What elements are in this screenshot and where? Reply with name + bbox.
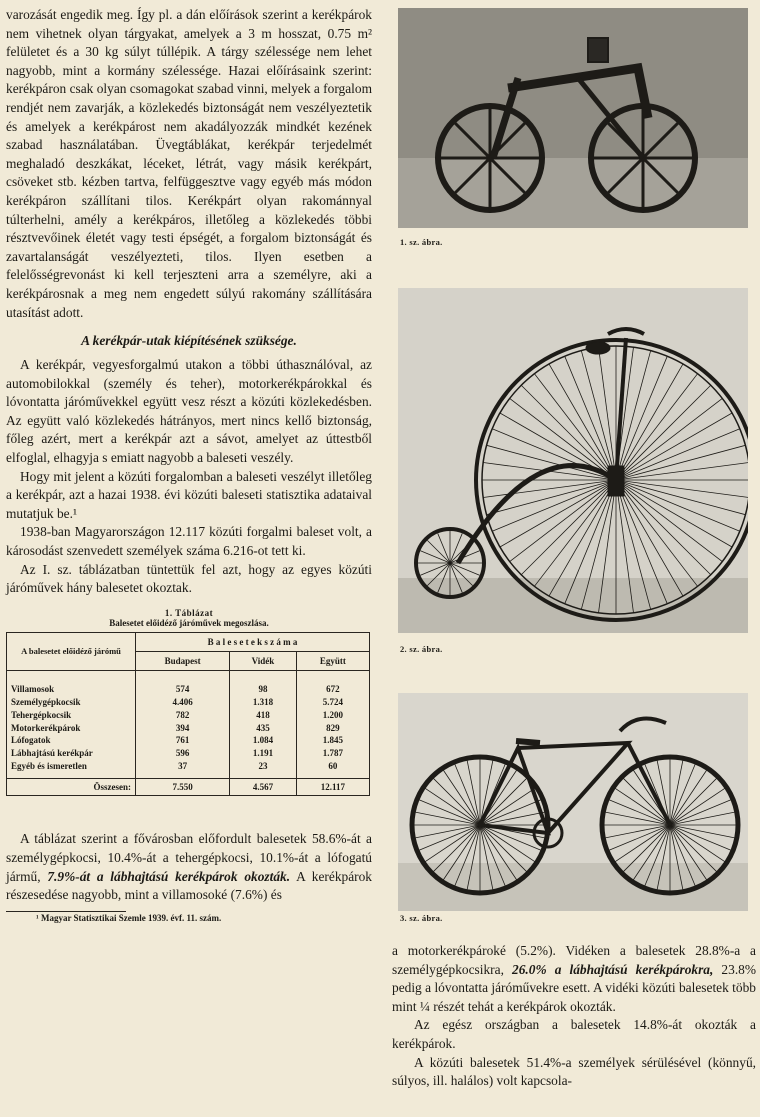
table-row: Motorkerékpárok 394 435 829 <box>7 721 370 734</box>
figure-safety-bicycle <box>398 693 748 911</box>
table-total-row: Összesen: 7.550 4.567 12.117 <box>7 779 370 796</box>
paragraph-mixed-traffic: A kerékpár, vegyesforgalmú utakon a többi úthasználóval, az automobilokkal (személy és teher), motorkerékpárokkal és lóvontatta járóművekkel együtt vesz részt a közúti közlekedésben. Az együtt való közlekedés hátrányos, mert nincs kellő biztonság, főleg azért, mert a kerékpár azt a sávot, amelyet az úttestből elfoglal, elhagyja s emiatt nagyobb a baleseti veszély. <box>6 357 372 466</box>
header-group: B a l e s e t e k s z á m a <box>136 632 370 651</box>
figure-3-caption: 3. sz. ábra. <box>400 913 443 923</box>
draisine-image <box>398 8 748 228</box>
table-row: Egyéb és ismeretlen 37 23 60 <box>7 760 370 779</box>
table-subtitle: Balesetet előidéző járóművek megoszlása. <box>109 617 269 628</box>
figure-draisine <box>398 8 748 228</box>
paragraph-statistics-intro: Hogy mit jelent a közúti forgalomban a baleseti veszélyt illetőleg a kerékpár, azt a hazai 1938. évi közúti baleseti statisztika adataival mutatjuk be.¹ <box>6 468 372 521</box>
table-row: Lábhajtású kerékpár 596 1.191 1.787 <box>7 747 370 760</box>
left-column <box>6 6 372 924</box>
paragraph-rural-share: a motorkerékpároké (5.2%). Vidéken a balesetek 28.8%-a a személygépkocsikra, 26.0% a lábhajtású kerékpárokra, 23.8% pedig a lóvontatta járóművekre esett. A vidéki közúti balesetek több mint ¼ részét tehát a kerékpárok okozták. <box>392 943 757 1014</box>
paragraph-injuries: A közúti balesetek 51.4%-a személyek sérülésével (könnyű, súlyos, ill. halálos) volt kapcsola- <box>392 1054 756 1089</box>
right-text <box>392 942 756 1091</box>
table-row: Lófogatok 761 1.084 1.845 <box>7 734 370 747</box>
figure-penny-farthing <box>398 288 748 633</box>
table-row: Tehergépkocsik 782 418 1.200 <box>7 708 370 721</box>
paragraph-table-reference: Az I. sz. táblázatban tüntettük fel azt, hogy az egyes közúti járóművek hány balesetet okoztak. <box>6 561 372 596</box>
paragraph-1938-accidents: 1938-ban Magyarországon 12.117 közúti forgalmi baleset volt, a károsodást szenvedett személyek száma 6.216-ot tett ki. <box>6 524 372 559</box>
penny-farthing-image <box>398 288 748 633</box>
figure-2-caption: 2. sz. ábra. <box>400 644 443 654</box>
paragraph-national-share: Az egész országban a balesetek 14.8%-át okozták a kerékpárok. <box>392 1017 756 1051</box>
accident-table <box>6 632 370 797</box>
header-egyutt: Együtt <box>296 651 369 670</box>
figure-1-caption: 1. sz. ábra. <box>400 237 443 247</box>
section-heading: A kerékpár-utak kiépítésének szüksége. <box>81 333 297 349</box>
header-videk: Vidék <box>230 651 296 670</box>
paragraph-budapest-share: A táblázat szerint a fővárosban előfordult balesetek 58.6%-át a személygépkocsi, 10.4%-át a tehergépkocsi, 10.1%-át a lófogatú jármű, 7.9%-át a lábhajtású kerékpárok okozták. A kerékpárok részesedése nagyobb, mint a villamosoké (7.6%) és <box>6 831 373 903</box>
table-row: Villamosok 574 98 672 <box>7 670 370 695</box>
paragraph-luggage-rules: varozását engedik meg. Így pl. a dán előírások szerint a kerékpárok nem vihetnek olyan tárgyakat, amelyek a 3 m hosszat, 0.75 m² felületet és a 30 kg súlyt túllépik. A tárgy szélessége nem lehet nagyobb, mint a kormány szélessége. Hazai előírásaink szerint: kerékpáron csak olyan csomagokat szabad vinni, melyek a forgalom rendjét nem zavarják, a közlekedés biztonságát nem veszélyeztetik és amelyek a kerékpárost nem akadályozzák mindkét kezének szabad használatában. Üvegtáblákat, kerékpár terjedelmét meghaladó deszkákat, léceket, létrát, vagy másik kerékpárt, csöveket stb. kézben tartva, felfüggesztve vagy egyéb más módon kerékpáron szállítani tilos. Kerékpárt olyan rakománnyal túlterhelni, amély a kerékpáros, illetőleg a közlekedés többi résztvevőinek életét vagy testi épségét, a forgalom biztonságát és zavartalanságát veszélyezteti, tilos. Ilyen esetben a felelősségrevonást ki kell terjeszteni arra a személyre, aki a kerékpárosnak a meg nem engedett súlyú rakomány szállítására utasítást adott. <box>6 7 373 320</box>
footnote: ¹ Magyar Statisztikai Szemle 1939. évf. 11. szám. <box>36 912 222 923</box>
header-budapest: Budapest <box>136 651 230 670</box>
header-vehicle: A balesetet előidéző járómű <box>7 632 136 670</box>
safety-bicycle-image <box>398 693 748 911</box>
table-row: Személygépkocsik 4.406 1.318 5.724 <box>7 696 370 709</box>
table-title: 1. Táblázat <box>164 607 214 618</box>
